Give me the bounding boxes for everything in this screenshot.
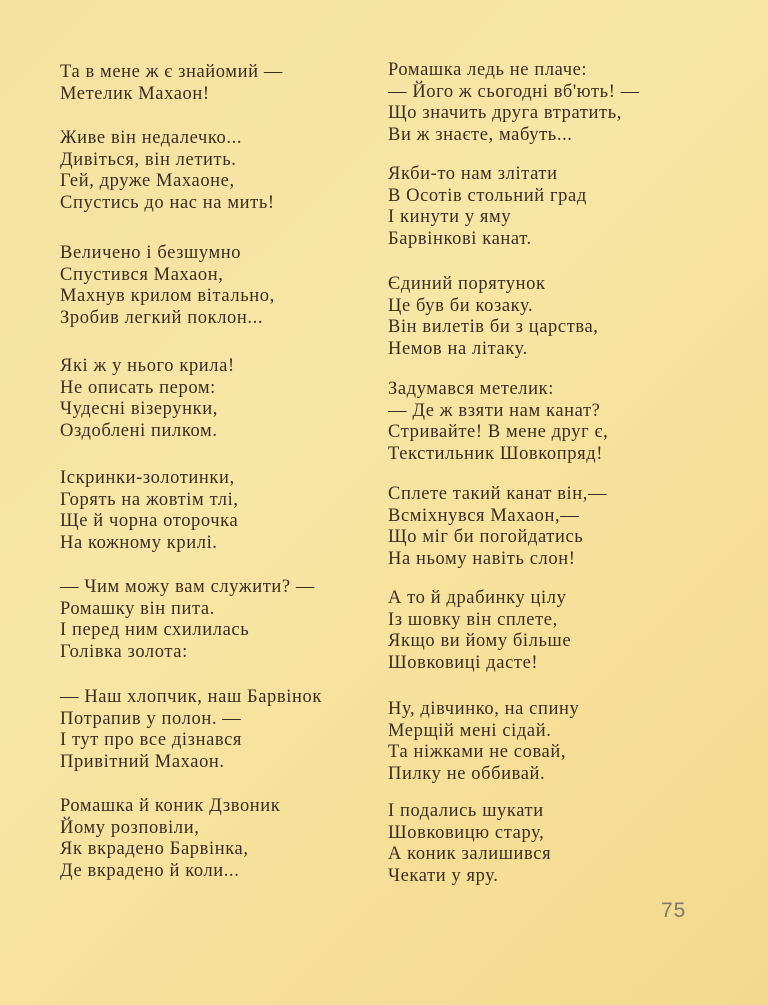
verse-line: А коник залишився [388,844,552,865]
stanza [388,164,587,250]
verse-line: Чудесні візерунки, [60,399,218,420]
verse-line: Та ніжками не совай, [388,742,567,763]
verse-line: Потрапив у полон. — [60,708,242,729]
verse-line: Що значить друга втратить, [388,103,622,124]
verse-line: Барвінкові канат. [388,228,532,249]
stanza [60,128,275,214]
verse-line: Єдиний порятунок [388,274,546,294]
verse-line: Що міг би погойдатись [388,527,584,548]
verse-line: Як вкрадено Барвінка, [60,839,249,860]
verse-line: І тут про все дізнався [60,730,243,751]
verse-line: І перед ним схилилась [60,620,250,641]
verse-line: Величено і безшумно [60,243,242,263]
verse-line: Живе він недалечко... [60,128,243,148]
verse-line: А то й драбинку цілу [388,588,567,608]
verse-line: — Наш хлопчик, наш Барвінок [60,687,322,707]
stanza [60,687,322,773]
stanza [60,577,315,663]
verse-line: Стривайте! В мене друг є, [388,422,609,443]
verse-line: Ще й чорна оторочка [60,511,239,532]
verse-line: Дивіться, він летить. [60,149,237,170]
verse-line: Іскринки-золотинки, [60,468,235,488]
verse-line: Задумався метелик: [388,379,554,399]
stanza [388,801,551,887]
verse-line: Сплете такий канат він,— [388,484,608,504]
stanza [388,274,599,360]
stanza [60,62,283,105]
verse-line: Із шовку він сплете, [388,609,558,630]
verse-line: Ромашка й коник Дзвоник [60,796,281,816]
verse-line: Всміхнувся Махаон,— [388,505,580,526]
verse-line: І подались шукати [388,801,544,821]
verse-line: Голівка золота: [60,641,188,662]
verse-line: Та в мене ж є знайомий — [60,62,283,82]
verse-line: На ньому навіть слон! [388,548,576,569]
stanza [60,356,235,442]
stanza [60,796,280,882]
verse-line: Махнув крилом вітально, [60,286,275,307]
verse-line: Якщо ви йому більше [388,631,572,652]
verse-line: Пилку не оббивай. [388,763,546,784]
stanza [60,243,275,329]
verse-line: Спустись до нас на мить! [60,192,275,213]
verse-line: Не описать пером: [60,377,216,398]
verse-line: Привітний Махаон. [60,751,225,772]
verse-line: Шовковицю стару, [388,822,545,843]
verse-line: Оздоблені пилком. [60,420,218,441]
verse-line: Спустився Махаон, [60,264,224,285]
verse-line: Ромашку він пита. [60,598,215,619]
stanza [388,379,608,465]
verse-line: Метелик Махаон! [60,83,210,104]
stanza [388,484,607,570]
verse-line: Які ж у нього крила! [60,356,235,376]
verse-line: — Його ж сьогодні вб'ють! — [388,81,640,102]
verse-line: — Чим можу вам служити? — [60,577,316,597]
verse-line: В Осотів стольний град [388,185,587,206]
verse-line: Зробив легкий поклон... [60,307,264,328]
verse-line: Шовковиці дасте! [388,652,539,673]
stanza [388,699,579,785]
page-number: 75 [661,899,687,922]
stanza [388,588,571,674]
verse-line: — Де ж взяти нам канат? [388,400,601,421]
verse-line: Ну, дівчинко, на спину [388,699,580,719]
verse-line: Текстильник Шовкопряд! [388,443,603,464]
verse-line: Де вкрадено й коли... [60,860,240,881]
verse-line: Йому розповіли, [60,817,200,838]
verse-line: Ромашка ледь не плаче: [388,60,588,80]
verse-line: Мерщій мені сідай. [388,720,552,741]
verse-line: Якби-то нам злітати [388,164,558,184]
verse-line: На кожному крилі. [60,532,218,553]
verse-line: Немов на літаку. [388,338,528,359]
verse-line: Це був би козаку. [388,295,534,316]
verse-line: Ви ж знаєте, мабуть... [388,124,573,145]
verse-line: І кинути у яму [388,207,512,228]
verse-line: Чекати у яру. [388,865,499,886]
stanza [388,60,640,146]
verse-line: Він вилетів би з царства, [388,317,599,338]
verse-line: Горять на жовтім тлі, [60,489,239,510]
verse-line: Гей, друже Махаоне, [60,171,235,192]
stanza [60,468,239,554]
